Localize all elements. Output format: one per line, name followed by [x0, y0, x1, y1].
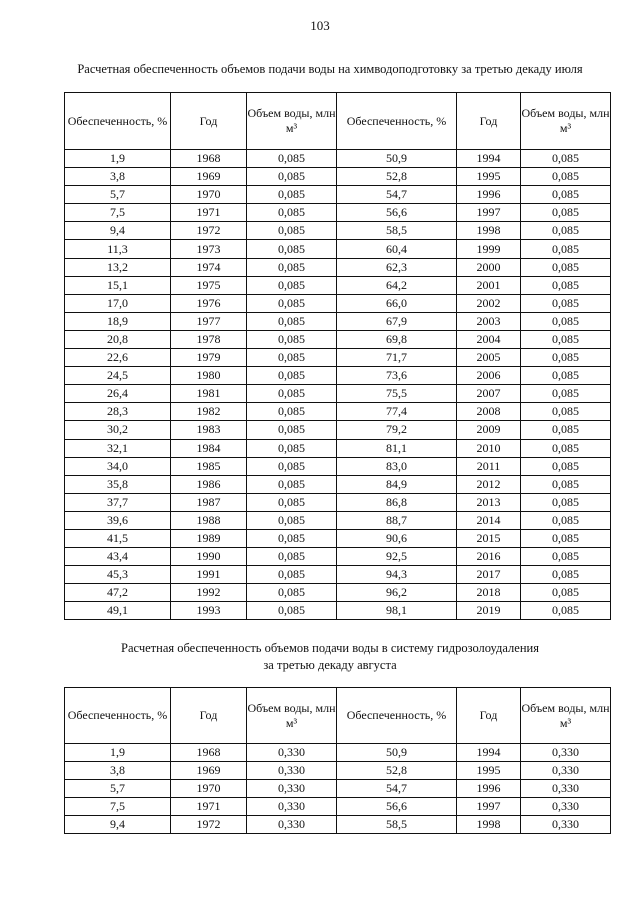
cell-probability: 7,5 [65, 204, 171, 222]
table-row [65, 762, 611, 780]
cell-year: 1997 [457, 204, 521, 222]
cell-probability: 54,7 [337, 186, 457, 204]
cell-year: 1980 [171, 367, 247, 385]
cell-year: 2008 [457, 403, 521, 421]
cell-probability: 13,2 [65, 258, 171, 276]
cell-year: 1971 [171, 204, 247, 222]
cell-probability: 58,5 [337, 222, 457, 240]
cell-water-volume: 0,085 [521, 258, 611, 276]
cell-probability: 50,9 [337, 150, 457, 168]
cell-probability: 56,6 [337, 798, 457, 816]
cell-probability: 54,7 [337, 780, 457, 798]
cell-probability: 50,9 [337, 744, 457, 762]
cell-probability: 67,9 [337, 312, 457, 330]
cell-water-volume: 0,085 [521, 511, 611, 529]
cell-year: 1977 [171, 312, 247, 330]
cell-year: 2015 [457, 529, 521, 547]
cell-water-volume: 0,085 [521, 150, 611, 168]
cell-probability: 77,4 [337, 403, 457, 421]
cell-water-volume: 0,085 [247, 475, 337, 493]
table-row [65, 150, 611, 168]
cell-water-volume: 0,085 [521, 493, 611, 511]
cell-water-volume: 0,085 [247, 150, 337, 168]
cell-probability: 86,8 [337, 493, 457, 511]
cell-year: 1983 [171, 421, 247, 439]
cell-water-volume: 0,085 [521, 584, 611, 602]
cell-probability: 92,5 [337, 548, 457, 566]
cell-year: 2003 [457, 312, 521, 330]
cell-water-volume: 0,085 [247, 584, 337, 602]
cell-year: 1969 [171, 168, 247, 186]
header-year: Год [457, 688, 521, 744]
table1-header-row [65, 93, 611, 150]
cell-water-volume: 0,085 [247, 421, 337, 439]
header-water-volume: Объем воды, млн м³ [247, 688, 337, 744]
header-water-volume: Объем воды, млн м³ [521, 688, 611, 744]
cell-probability: 69,8 [337, 330, 457, 348]
table-row [65, 816, 611, 834]
table-row [65, 330, 611, 348]
cell-water-volume: 0,085 [521, 330, 611, 348]
cell-water-volume: 0,085 [521, 385, 611, 403]
cell-probability: 71,7 [337, 349, 457, 367]
table-row [65, 312, 611, 330]
cell-year: 2006 [457, 367, 521, 385]
cell-year: 1986 [171, 475, 247, 493]
cell-water-volume: 0,085 [247, 168, 337, 186]
cell-year: 1995 [457, 168, 521, 186]
cell-year: 2007 [457, 385, 521, 403]
cell-probability: 47,2 [65, 584, 171, 602]
cell-probability: 88,7 [337, 511, 457, 529]
cell-year: 2012 [457, 475, 521, 493]
cell-probability: 62,3 [337, 258, 457, 276]
cell-water-volume: 0,330 [247, 744, 337, 762]
header-probability: Обеспеченность, % [337, 688, 457, 744]
table-row [65, 529, 611, 547]
cell-year: 1970 [171, 780, 247, 798]
cell-probability: 22,6 [65, 349, 171, 367]
cell-water-volume: 0,085 [247, 276, 337, 294]
cell-year: 1982 [171, 403, 247, 421]
cell-probability: 45,3 [65, 566, 171, 584]
table-row [65, 276, 611, 294]
cell-year: 1996 [457, 186, 521, 204]
cell-probability: 17,0 [65, 294, 171, 312]
cell-year: 1993 [171, 602, 247, 620]
cell-water-volume: 0,330 [521, 744, 611, 762]
cell-water-volume: 0,085 [521, 457, 611, 475]
cell-year: 1976 [171, 294, 247, 312]
cell-probability: 49,1 [65, 602, 171, 620]
cell-water-volume: 0,330 [247, 780, 337, 798]
cell-water-volume: 0,085 [521, 294, 611, 312]
cell-water-volume: 0,085 [521, 475, 611, 493]
cell-year: 2014 [457, 511, 521, 529]
cell-probability: 24,5 [65, 367, 171, 385]
cell-year: 1998 [457, 816, 521, 834]
header-probability: Обеспеченность, % [65, 688, 171, 744]
cell-water-volume: 0,085 [247, 258, 337, 276]
cell-probability: 26,4 [65, 385, 171, 403]
cell-year: 2011 [457, 457, 521, 475]
cell-probability: 52,8 [337, 168, 457, 186]
cell-water-volume: 0,085 [521, 276, 611, 294]
table2-caption-line1: Расчетная обеспеченность объемов подачи воды в систему гидрозолоудаления [121, 641, 539, 655]
cell-year: 2000 [457, 258, 521, 276]
cell-year: 1971 [171, 798, 247, 816]
cell-year: 1994 [457, 744, 521, 762]
cell-water-volume: 0,085 [247, 403, 337, 421]
table-row [65, 457, 611, 475]
cell-probability: 73,6 [337, 367, 457, 385]
cell-water-volume: 0,085 [521, 421, 611, 439]
cell-year: 1987 [171, 493, 247, 511]
cell-year: 1973 [171, 240, 247, 258]
cell-water-volume: 0,085 [247, 204, 337, 222]
page-number: 103 [310, 18, 330, 33]
cell-year: 1984 [171, 439, 247, 457]
table-row [65, 349, 611, 367]
table-row [65, 186, 611, 204]
cell-water-volume: 0,085 [247, 312, 337, 330]
cell-probability: 37,7 [65, 493, 171, 511]
cell-water-volume: 0,085 [247, 330, 337, 348]
header-year: Год [457, 93, 521, 150]
cell-water-volume: 0,085 [247, 566, 337, 584]
table-row [65, 566, 611, 584]
cell-water-volume: 0,085 [521, 312, 611, 330]
header-probability: Обеспеченность, % [337, 93, 457, 150]
table-row [65, 439, 611, 457]
cell-water-volume: 0,085 [247, 511, 337, 529]
cell-water-volume: 0,085 [247, 439, 337, 457]
cell-probability: 11,3 [65, 240, 171, 258]
cell-water-volume: 0,085 [247, 493, 337, 511]
cell-probability: 56,6 [337, 204, 457, 222]
table-row [65, 294, 611, 312]
header-year: Год [171, 93, 247, 150]
cell-probability: 96,2 [337, 584, 457, 602]
cell-year: 2018 [457, 584, 521, 602]
cell-year: 1970 [171, 186, 247, 204]
cell-year: 1972 [171, 816, 247, 834]
cell-water-volume: 0,085 [521, 222, 611, 240]
cell-water-volume: 0,085 [247, 240, 337, 258]
table-row [65, 367, 611, 385]
cell-probability: 30,2 [65, 421, 171, 439]
cell-probability: 81,1 [337, 439, 457, 457]
cell-probability: 41,5 [65, 529, 171, 547]
table-row [65, 403, 611, 421]
cell-water-volume: 0,085 [247, 529, 337, 547]
cell-water-volume: 0,085 [247, 222, 337, 240]
cell-water-volume: 0,085 [521, 439, 611, 457]
cell-probability: 79,2 [337, 421, 457, 439]
table-row [65, 222, 611, 240]
cell-probability: 1,9 [65, 150, 171, 168]
cell-water-volume: 0,085 [521, 186, 611, 204]
cell-water-volume: 0,085 [521, 566, 611, 584]
cell-water-volume: 0,330 [247, 798, 337, 816]
cell-year: 2004 [457, 330, 521, 348]
header-water-volume: Объем воды, млн м³ [247, 93, 337, 150]
cell-year: 1978 [171, 330, 247, 348]
cell-probability: 32,1 [65, 439, 171, 457]
cell-probability: 5,7 [65, 186, 171, 204]
table-row [65, 493, 611, 511]
table-row [65, 602, 611, 620]
cell-probability: 94,3 [337, 566, 457, 584]
cell-probability: 84,9 [337, 475, 457, 493]
cell-year: 1996 [457, 780, 521, 798]
cell-year: 1992 [171, 584, 247, 602]
cell-year: 1998 [457, 222, 521, 240]
cell-probability: 83,0 [337, 457, 457, 475]
cell-year: 1997 [457, 798, 521, 816]
table-row [65, 780, 611, 798]
cell-water-volume: 0,085 [521, 367, 611, 385]
cell-year: 2019 [457, 602, 521, 620]
cell-water-volume: 0,330 [247, 816, 337, 834]
cell-year: 2013 [457, 493, 521, 511]
table-row [65, 511, 611, 529]
cell-year: 1974 [171, 258, 247, 276]
cell-year: 1981 [171, 385, 247, 403]
cell-probability: 3,8 [65, 762, 171, 780]
cell-water-volume: 0,085 [521, 602, 611, 620]
table-row [65, 204, 611, 222]
cell-probability: 5,7 [65, 780, 171, 798]
cell-water-volume: 0,085 [247, 385, 337, 403]
cell-probability: 20,8 [65, 330, 171, 348]
table-row [65, 421, 611, 439]
table-row [65, 240, 611, 258]
cell-probability: 58,5 [337, 816, 457, 834]
cell-water-volume: 0,085 [247, 294, 337, 312]
cell-year: 1975 [171, 276, 247, 294]
cell-year: 1988 [171, 511, 247, 529]
cell-probability: 60,4 [337, 240, 457, 258]
cell-probability: 3,8 [65, 168, 171, 186]
cell-year: 1968 [171, 150, 247, 168]
table-row [65, 475, 611, 493]
cell-year: 2009 [457, 421, 521, 439]
table1-july-water-supply [64, 92, 611, 620]
cell-water-volume: 0,085 [521, 168, 611, 186]
cell-year: 1968 [171, 744, 247, 762]
cell-year: 1989 [171, 529, 247, 547]
table-row [65, 385, 611, 403]
cell-year: 2002 [457, 294, 521, 312]
cell-water-volume: 0,085 [247, 548, 337, 566]
cell-year: 1994 [457, 150, 521, 168]
cell-probability: 90,6 [337, 529, 457, 547]
header-water-volume: Объем воды, млн м³ [521, 93, 611, 150]
table2-caption [40, 640, 620, 674]
cell-year: 1972 [171, 222, 247, 240]
cell-water-volume: 0,330 [521, 816, 611, 834]
cell-water-volume: 0,330 [521, 762, 611, 780]
cell-water-volume: 0,085 [521, 548, 611, 566]
table-row [65, 168, 611, 186]
cell-water-volume: 0,085 [521, 403, 611, 421]
cell-water-volume: 0,085 [247, 186, 337, 204]
header-year: Год [171, 688, 247, 744]
cell-water-volume: 0,330 [247, 762, 337, 780]
cell-water-volume: 0,085 [247, 457, 337, 475]
cell-year: 1999 [457, 240, 521, 258]
cell-water-volume: 0,330 [521, 780, 611, 798]
table-row [65, 744, 611, 762]
cell-probability: 35,8 [65, 475, 171, 493]
cell-probability: 15,1 [65, 276, 171, 294]
cell-probability: 66,0 [337, 294, 457, 312]
cell-year: 2017 [457, 566, 521, 584]
cell-probability: 64,2 [337, 276, 457, 294]
cell-year: 2001 [457, 276, 521, 294]
cell-probability: 75,5 [337, 385, 457, 403]
cell-probability: 43,4 [65, 548, 171, 566]
cell-year: 1969 [171, 762, 247, 780]
table2-caption-line2: за третью декаду августа [263, 658, 397, 672]
cell-year: 1995 [457, 762, 521, 780]
table-row [65, 584, 611, 602]
cell-water-volume: 0,085 [521, 529, 611, 547]
header-probability: Обеспеченность, % [65, 93, 171, 150]
cell-year: 1991 [171, 566, 247, 584]
cell-year: 2010 [457, 439, 521, 457]
cell-water-volume: 0,085 [521, 349, 611, 367]
cell-water-volume: 0,085 [247, 602, 337, 620]
cell-probability: 98,1 [337, 602, 457, 620]
cell-year: 2005 [457, 349, 521, 367]
cell-probability: 28,3 [65, 403, 171, 421]
cell-water-volume: 0,330 [521, 798, 611, 816]
table-row [65, 548, 611, 566]
cell-water-volume: 0,085 [247, 349, 337, 367]
cell-probability: 18,9 [65, 312, 171, 330]
cell-year: 1979 [171, 349, 247, 367]
table1-caption: Расчетная обеспеченность объемов подачи воды на химводоподготовку за третью декаду июля [77, 62, 583, 76]
cell-probability: 1,9 [65, 744, 171, 762]
cell-probability: 9,4 [65, 222, 171, 240]
table2-header-row [65, 688, 611, 744]
table-row [65, 798, 611, 816]
cell-probability: 7,5 [65, 798, 171, 816]
table-row [65, 258, 611, 276]
cell-water-volume: 0,085 [521, 204, 611, 222]
cell-year: 1985 [171, 457, 247, 475]
cell-probability: 9,4 [65, 816, 171, 834]
cell-year: 1990 [171, 548, 247, 566]
cell-water-volume: 0,085 [247, 367, 337, 385]
cell-water-volume: 0,085 [521, 240, 611, 258]
cell-probability: 39,6 [65, 511, 171, 529]
cell-year: 2016 [457, 548, 521, 566]
cell-probability: 52,8 [337, 762, 457, 780]
table2-august-water-supply [64, 687, 611, 834]
cell-probability: 34,0 [65, 457, 171, 475]
